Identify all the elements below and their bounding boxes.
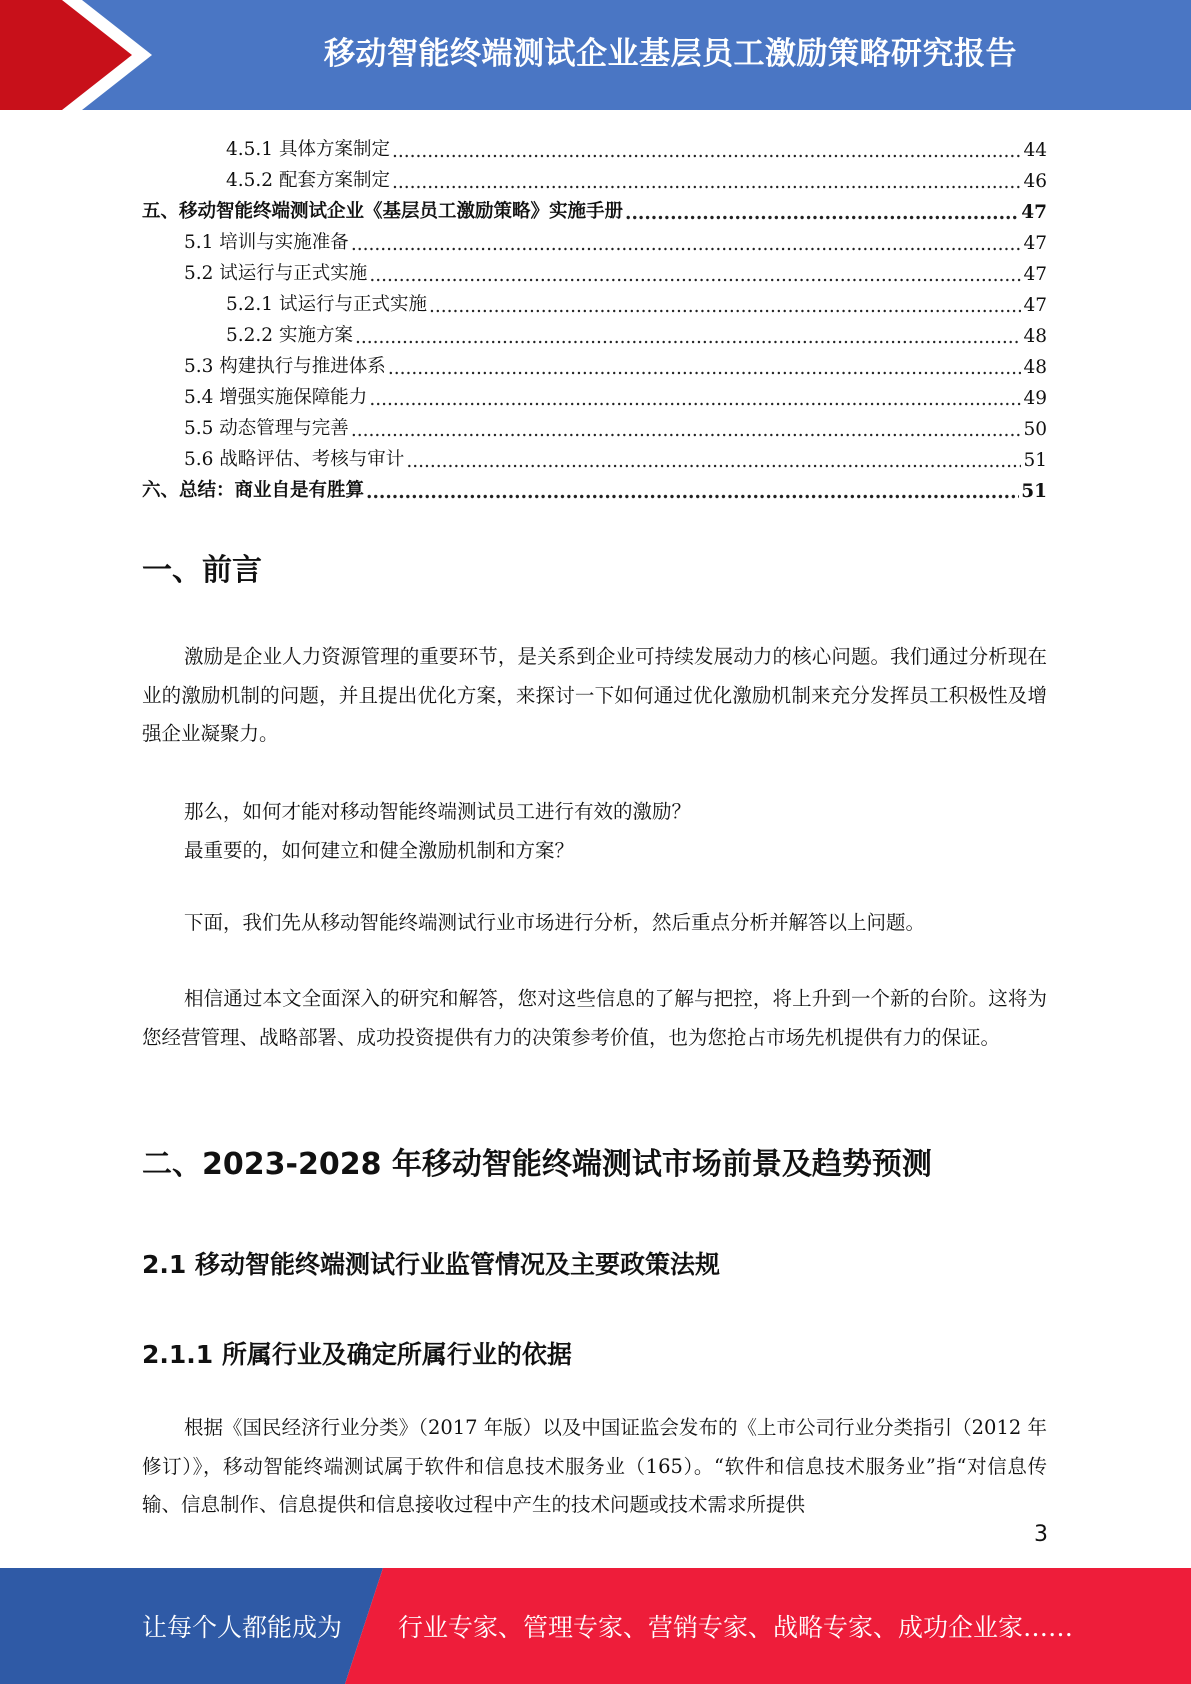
toc-entry[interactable] [142,316,1047,347]
table-of-contents [142,130,1047,502]
toc-entry[interactable] [142,440,1047,471]
toc-entry-label: 六、总结：商业自是有胜算 [142,480,365,501]
paragraph-overview: 下面，我们先从移动智能终端测试行业市场进行分析，然后重点分析并解答以上问题。 [184,911,926,934]
toc-entry[interactable] [142,409,1047,440]
toc-entry-page: 48 [1023,326,1047,347]
toc-entry[interactable] [142,161,1047,192]
toc-leader-dots [392,143,1021,162]
toc-leader-dots [392,174,1021,193]
toc-entry-page: 44 [1023,140,1047,161]
toc-entry-page: 49 [1023,388,1047,409]
toc-leader-dots [429,298,1021,317]
toc-entry-label: 5.6 战略评估、考核与审计 [184,449,405,470]
toc-entry[interactable] [142,130,1047,161]
toc-entry-page: 47 [1023,264,1047,285]
toc-entry-page: 50 [1023,419,1047,440]
footer-slogan-right: 行业专家、管理专家、营销专家、战略专家、成功企业家…… [398,1613,1074,1642]
page-number: 3 [1034,1522,1048,1547]
toc-leader-dots [406,453,1021,472]
header-title: 移动智能终端测试企业基层员工激励策略研究报告 [324,35,1017,72]
toc-entry-page: 51 [1021,481,1047,502]
toc-leader-dots [366,484,1019,503]
toc-entry-label: 5.2.1 试运行与正式实施 [226,294,427,315]
toc-leader-dots [369,267,1021,286]
page-header [0,0,1191,110]
footer-slogan-left: 让每个人都能成为 [142,1613,343,1642]
toc-leader-dots [355,329,1022,348]
toc-entry-page: 48 [1023,357,1047,378]
toc-entry[interactable] [142,254,1047,285]
toc-entry-page: 51 [1023,450,1047,471]
toc-entry-label: 5.3 构建执行与推进体系 [184,356,386,377]
toc-entry-label: 5.1 培训与实施准备 [184,232,349,253]
toc-leader-dots [351,236,1022,255]
toc-leader-dots [351,422,1022,441]
toc-entry-page: 46 [1023,171,1047,192]
toc-entry-page: 47 [1021,202,1047,223]
toc-entry[interactable] [142,285,1047,316]
toc-entry-label: 4.5.1 具体方案制定 [226,139,390,160]
toc-leader-dots [625,205,1019,224]
section-heading-preface: 一、前言 [142,553,262,588]
toc-entry-label: 5.4 增强实施保障能力 [184,387,368,408]
page-footer [0,1568,1191,1684]
toc-leader-dots [388,360,1022,379]
paragraph-value: 相信通过本文全面深入的研究和解答，您对这些信息的了解与把控，将上升到一个新的台阶。这将为您经营管理、战略部署、成功投资提供有力的决策参考价值，也为您抢占市场先机提供有力的保证。 [142,987,1047,1049]
section-heading-market: 二、2023-2028 年移动智能终端测试市场前景及趋势预测 [142,1147,932,1182]
toc-entry-page: 47 [1023,233,1047,254]
paragraph-industry: 根据《国民经济行业分类》（2017 年版）以及中国证监会发布的《上市公司行业分类指引（2012 年修订）》，移动智能终端测试属于软件和信息技术服务业（165）。“软件和信息技术服务业”指“对信息传输、信息制作、信息提供和信息接收过程中产生的技术问题或技术需求所提供 [142,1416,1047,1516]
toc-leader-dots [369,391,1021,410]
toc-entry-label: 4.5.2 配套方案制定 [226,170,390,191]
toc-entry[interactable] [142,223,1047,254]
subsection-heading-2-1: 2.1 移动智能终端测试行业监管情况及主要政策法规 [142,1250,720,1279]
toc-entry-label: 五、移动智能终端测试企业《基层员工激励策略》实施手册 [142,201,624,222]
toc-entry-label: 5.2 试运行与正式实施 [184,263,368,284]
toc-entry[interactable] [142,471,1047,502]
question-line-2: 最重要的，如何建立和健全激励机制和方案？ [184,839,575,862]
toc-entry-page: 47 [1023,295,1047,316]
toc-entry-label: 5.5 动态管理与完善 [184,418,349,439]
toc-entry[interactable] [142,192,1047,223]
subsection-heading-2-1-1: 2.1.1 所属行业及确定所属行业的依据 [142,1340,572,1369]
paragraph-intro: 激励是企业人力资源管理的重要环节，是关系到企业可持续发展动力的核心问题。我们通过分析现在业的激励机制的问题，并且提出优化方案，来探讨一下如何通过优化激励机制来充分发挥员工积极性及增强企业凝聚力。 [142,645,1047,745]
toc-entry[interactable] [142,347,1047,378]
toc-entry[interactable] [142,378,1047,409]
toc-entry-label: 5.2.2 实施方案 [226,325,353,346]
question-line-1: 那么，如何才能对移动智能终端测试员工进行有效的激励？ [184,800,692,823]
